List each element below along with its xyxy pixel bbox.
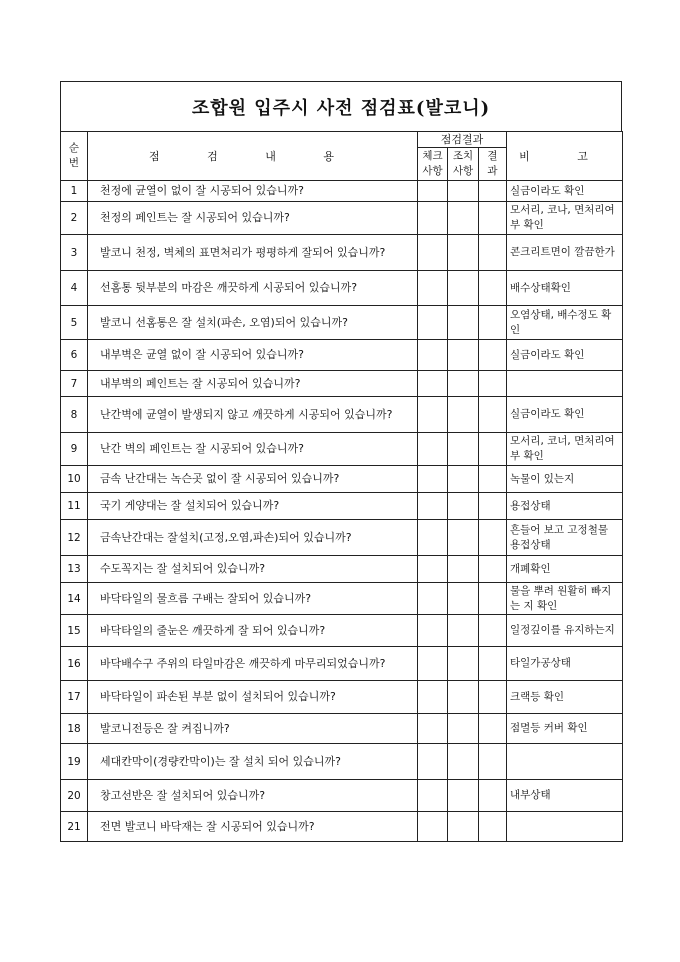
table-row [61, 615, 623, 647]
check-item: 바닥타일의 물흐름 구배는 잘되어 있습니까? [88, 583, 418, 615]
check-cell [418, 556, 448, 583]
check-cell [418, 520, 448, 556]
table-row [61, 306, 623, 340]
table-row [61, 583, 623, 615]
action-cell [448, 520, 479, 556]
table-row [61, 681, 623, 714]
title-box [60, 81, 622, 131]
action-cell [448, 744, 479, 780]
action-cell [448, 271, 479, 306]
result-cell [479, 181, 507, 202]
remark-cell: 실금이라도 확인 [507, 397, 623, 433]
result-cell [479, 433, 507, 466]
remark-cell: 물을 뿌려 원활히 빠지는 지 확인 [507, 583, 623, 615]
row-number: 4 [61, 271, 88, 306]
result-cell [479, 306, 507, 340]
header-remark-label: 비 고 [519, 149, 610, 163]
row-number: 3 [61, 235, 88, 271]
remark-cell: 실금이라도 확인 [507, 340, 623, 371]
check-cell [418, 615, 448, 647]
action-cell [448, 812, 479, 842]
check-item: 발코니 천정, 벽체의 표면처리가 평평하게 잘되어 있습니까? [88, 235, 418, 271]
row-number: 1 [61, 181, 88, 202]
check-cell [418, 181, 448, 202]
table-row [61, 714, 623, 744]
remark-cell: 내부상태 [507, 780, 623, 812]
table-row [61, 271, 623, 306]
action-cell [448, 583, 479, 615]
action-cell [448, 556, 479, 583]
table-row [61, 202, 623, 235]
header-no: 순번 [61, 132, 88, 181]
table-row [61, 433, 623, 466]
checklist-sheet [60, 81, 622, 842]
result-cell [479, 493, 507, 520]
check-item: 금속난간대는 잘설치(고정,오염,파손)되어 있습니까? [88, 520, 418, 556]
check-cell [418, 466, 448, 493]
remark-cell: 녹물이 있는지 [507, 466, 623, 493]
action-cell [448, 681, 479, 714]
row-number: 15 [61, 615, 88, 647]
table-row [61, 493, 623, 520]
check-item: 금속 난간대는 녹슨곳 없이 잘 시공되어 있습니까? [88, 466, 418, 493]
row-number: 8 [61, 397, 88, 433]
result-cell [479, 520, 507, 556]
header-result: 결과 [479, 148, 507, 181]
check-item: 바닥타일의 줄눈은 깨끗하게 잘 되어 있습니까? [88, 615, 418, 647]
result-cell [479, 202, 507, 235]
check-cell [418, 583, 448, 615]
row-number: 6 [61, 340, 88, 371]
action-cell [448, 371, 479, 397]
remark-cell: 점멸등 커버 확인 [507, 714, 623, 744]
table-row [61, 466, 623, 493]
row-number: 20 [61, 780, 88, 812]
check-cell [418, 397, 448, 433]
result-cell [479, 615, 507, 647]
table-row [61, 340, 623, 371]
remark-cell: 일정깊이를 유지하는지 [507, 615, 623, 647]
check-item: 창고선반은 잘 설치되어 있습니까? [88, 780, 418, 812]
result-cell [479, 556, 507, 583]
action-cell [448, 181, 479, 202]
header-content-label: 점 검 내 용 [149, 149, 356, 163]
check-cell [418, 371, 448, 397]
remark-cell [507, 371, 623, 397]
action-cell [448, 397, 479, 433]
action-cell [448, 466, 479, 493]
checklist-table [60, 131, 623, 842]
check-cell [418, 433, 448, 466]
result-cell [479, 397, 507, 433]
result-cell [479, 647, 507, 681]
remark-cell: 배수상태확인 [507, 271, 623, 306]
table-row [61, 181, 623, 202]
check-item: 수도꼭지는 잘 설치되어 있습니까? [88, 556, 418, 583]
action-cell [448, 780, 479, 812]
action-cell [448, 714, 479, 744]
remark-cell: 흔들어 보고 고정철물 용접상태 [507, 520, 623, 556]
remark-cell: 콘크리트면이 깔끔한가 [507, 235, 623, 271]
remark-cell [507, 812, 623, 842]
row-number: 2 [61, 202, 88, 235]
check-cell [418, 306, 448, 340]
header-remark [507, 132, 623, 181]
remark-cell: 오염상태, 배수정도 확인 [507, 306, 623, 340]
row-number: 10 [61, 466, 88, 493]
check-item: 선홈통 뒷부분의 마감은 깨끗하게 시공되어 있습니까? [88, 271, 418, 306]
table-row [61, 371, 623, 397]
result-cell [479, 780, 507, 812]
remark-cell: 크랙등 확인 [507, 681, 623, 714]
result-cell [479, 235, 507, 271]
row-number: 9 [61, 433, 88, 466]
check-item: 천정에 균열이 없이 잘 시공되어 있습니까? [88, 181, 418, 202]
check-item: 전면 발코니 바닥재는 잘 시공되어 있습니까? [88, 812, 418, 842]
check-cell [418, 493, 448, 520]
table-row [61, 744, 623, 780]
checklist-body [61, 181, 623, 842]
check-cell [418, 780, 448, 812]
row-number: 19 [61, 744, 88, 780]
table-row [61, 780, 623, 812]
header-result-group: 점검결과 [418, 132, 507, 148]
result-cell [479, 812, 507, 842]
table-row [61, 647, 623, 681]
table-row [61, 235, 623, 271]
remark-cell: 실금이라도 확인 [507, 181, 623, 202]
check-item: 세대칸막이(경량칸막이)는 잘 설치 되어 있습니까? [88, 744, 418, 780]
check-cell [418, 271, 448, 306]
check-cell [418, 647, 448, 681]
row-number: 18 [61, 714, 88, 744]
action-cell [448, 615, 479, 647]
result-cell [479, 340, 507, 371]
check-item: 내부벽은 균열 없이 잘 시공되어 있습니까? [88, 340, 418, 371]
row-number: 12 [61, 520, 88, 556]
remark-cell: 모서리, 코나, 면처리여부 확인 [507, 202, 623, 235]
header-action: 조치사항 [448, 148, 479, 181]
table-row [61, 812, 623, 842]
action-cell [448, 647, 479, 681]
remark-cell: 타일가공상태 [507, 647, 623, 681]
check-item: 국기 게양대는 잘 설치되어 있습니까? [88, 493, 418, 520]
action-cell [448, 202, 479, 235]
header-content [88, 132, 418, 181]
action-cell [448, 493, 479, 520]
row-number: 5 [61, 306, 88, 340]
table-row [61, 556, 623, 583]
row-number: 11 [61, 493, 88, 520]
check-item: 발코니전등은 잘 켜집니까? [88, 714, 418, 744]
check-item: 바닥타일이 파손된 부분 없이 설치되어 있습니까? [88, 681, 418, 714]
result-cell [479, 583, 507, 615]
check-item: 난간벽에 균열이 발생되지 않고 깨끗하게 시공되어 있습니까? [88, 397, 418, 433]
result-cell [479, 271, 507, 306]
check-cell [418, 681, 448, 714]
check-item: 난간 벽의 페인트는 잘 시공되어 있습니까? [88, 433, 418, 466]
check-item: 내부벽의 페인트는 잘 시공되어 있습니까? [88, 371, 418, 397]
remark-cell: 용접상태 [507, 493, 623, 520]
result-cell [479, 371, 507, 397]
check-cell [418, 202, 448, 235]
row-number: 21 [61, 812, 88, 842]
action-cell [448, 306, 479, 340]
result-cell [479, 744, 507, 780]
row-number: 17 [61, 681, 88, 714]
check-cell [418, 744, 448, 780]
row-number: 7 [61, 371, 88, 397]
row-number: 16 [61, 647, 88, 681]
row-number: 14 [61, 583, 88, 615]
check-cell [418, 235, 448, 271]
table-row [61, 520, 623, 556]
check-cell [418, 812, 448, 842]
row-number: 13 [61, 556, 88, 583]
action-cell [448, 235, 479, 271]
remark-cell: 개폐확인 [507, 556, 623, 583]
check-item: 바닥배수구 주위의 타일마감은 깨끗하게 마무리되었습니까? [88, 647, 418, 681]
table-row [61, 397, 623, 433]
check-cell [418, 340, 448, 371]
remark-cell [507, 744, 623, 780]
check-cell [418, 714, 448, 744]
result-cell [479, 681, 507, 714]
check-item: 발코니 선홈통은 잘 설치(파손, 오염)되어 있습니까? [88, 306, 418, 340]
check-item: 천정의 페인트는 잘 시공되어 있습니까? [88, 202, 418, 235]
page-title: 조합원 입주시 사전 점검표(발코니) [191, 97, 491, 119]
result-cell [479, 714, 507, 744]
header-check: 체크사항 [418, 148, 448, 181]
action-cell [448, 340, 479, 371]
action-cell [448, 433, 479, 466]
result-cell [479, 466, 507, 493]
remark-cell: 모서리, 코너, 면처리여부 확인 [507, 433, 623, 466]
